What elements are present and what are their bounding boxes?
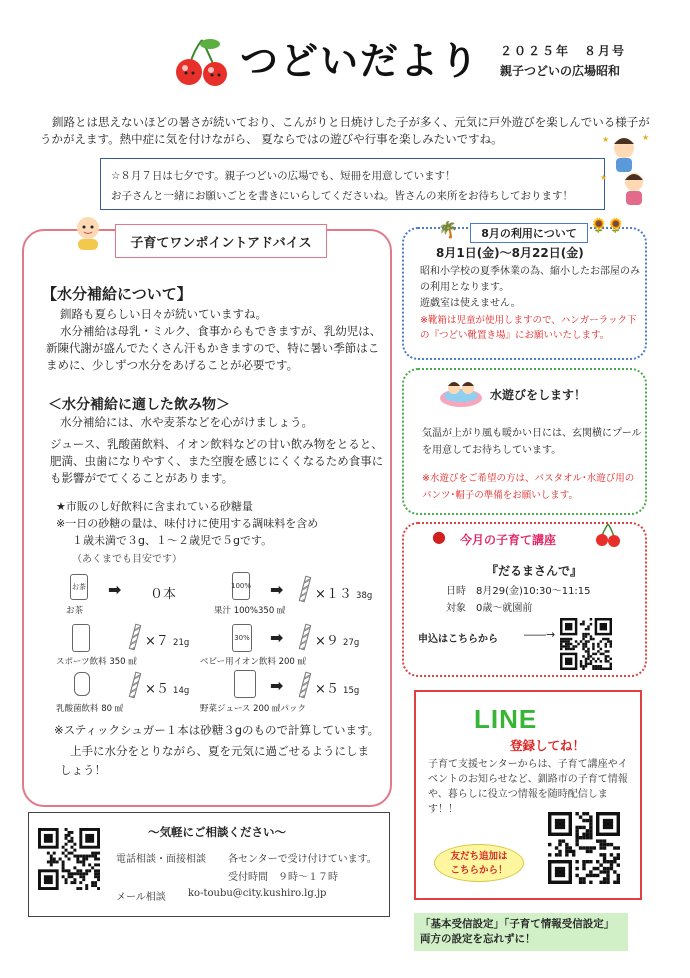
- juice-can-icon: [232, 572, 250, 600]
- drink-name: スポーツ飲料 350 ㎖: [56, 657, 137, 667]
- drink-amount: [145, 630, 189, 649]
- consultation-title: ～気軽にご相談ください～: [148, 825, 286, 839]
- water-play-note: ※水遊びをご希望の方は、バスタオル･水遊び用のパンツ･帽子の準備をお願いします。: [422, 473, 635, 501]
- tanabata-notice: [100, 158, 608, 210]
- cherry-logo-icon: [172, 36, 232, 88]
- qr-code-icon[interactable]: [560, 618, 612, 670]
- svg-text:★: ★: [642, 133, 650, 142]
- svg-text:★: ★: [602, 135, 610, 144]
- can-label: お茶: [72, 583, 86, 591]
- amount-value: ×７: [145, 634, 169, 649]
- stick-sugar-note: ※スティックシュガー１本は砂糖３gのもので計算しています。: [54, 723, 380, 737]
- water-paragraph-1: 釧路も夏らしい日々が続いていますね。: [60, 307, 267, 321]
- sunflower-icon: 🌻🌻: [590, 218, 625, 234]
- drink-name: 果汁 100%350 ㎖: [214, 606, 286, 616]
- sugar-grams: 38g: [356, 591, 373, 601]
- advice-closing: 上手に水分をとりながら、夏を元気に過ごせるようにしましょう！: [60, 744, 369, 777]
- setting-line-1: 「基本受信設定」「子育て情報受信設定」: [420, 918, 615, 930]
- tea-can-icon: [70, 574, 88, 600]
- drink-amount: ０本: [150, 587, 177, 602]
- drink-name: お茶: [66, 606, 84, 616]
- lecture-apply-label: 申込はこちらから: [418, 634, 498, 645]
- sugar-grams: 15g: [343, 686, 360, 696]
- sugar-grams: 27g: [343, 638, 360, 648]
- mail-consult-label: メール相談: [116, 892, 166, 903]
- amount-value: ×９: [315, 634, 339, 649]
- organization-name: 親子つどいの広場昭和: [500, 64, 621, 78]
- can-label: 30%: [234, 634, 250, 642]
- advice-title: 子育てワンポイントアドバイス: [115, 224, 327, 258]
- line-logo: LINE: [474, 704, 538, 734]
- sugar-note-2: １歳未満で３g、１～２歳児で５gです。: [72, 534, 273, 547]
- usage-note: ※靴箱は児童が使用しますので、ハンガーラック下の『つどい靴置き場』にお願いいたします。: [420, 315, 637, 341]
- setting-line-2: 両方の設定を忘れずに！: [420, 933, 536, 945]
- water-heading: 【水分補給について】: [42, 285, 192, 303]
- sugar-note-3: （あくまでも目安です）: [72, 554, 182, 565]
- phone-consult-text: 各センターで受け付けています。: [228, 854, 377, 865]
- usage-body: [420, 264, 640, 312]
- qr-code-icon[interactable]: [548, 812, 620, 884]
- daruma-icon: ●: [432, 527, 446, 546]
- pool-icon: [438, 376, 484, 408]
- intro-paragraph: 釧路とは思えないほどの暑さが続いており、こんがりと日焼けした子が多く、元気に戸外遊びを楽しんでいる様子がうかがえます。熱中症に気を付けながら、 夏ならではの遊びや行事を楽しみたいですね。: [40, 115, 650, 146]
- palm-tree-icon: 🌴: [438, 220, 458, 239]
- sugar-grams: 21g: [173, 638, 190, 648]
- usage-body-1: 昭和小学校の夏季休業の為、縮小したお部屋のみの利用となります。: [420, 266, 640, 293]
- drink-amount: [145, 678, 189, 697]
- lecture-target: 対象 0歳～就園前: [446, 603, 533, 614]
- tanabata-line-2: お子さんと一緒にお願いごとを書きにいらしてくださいね。皆さんの来所をお待ちしております！: [111, 190, 573, 202]
- yogurt-drink-icon: [74, 672, 90, 696]
- setting-reminder: [414, 913, 628, 951]
- drinks-heading: ＜水分補給に適した飲み物＞: [48, 397, 230, 413]
- lecture-title: 今月の子育て講座: [460, 533, 557, 547]
- sugar-note-1: ※一日の砂糖の量は、味付けに使用する調味料を含め: [56, 517, 319, 530]
- arrow-icon: ➡: [270, 580, 284, 599]
- drink-amount: [315, 678, 359, 697]
- newsletter-title: つどいだより: [240, 39, 481, 83]
- sports-drink-icon: [72, 624, 90, 652]
- drink-name: 乳酸菌飲料 80 ㎖: [56, 704, 124, 714]
- arrow-icon: ➡: [270, 628, 284, 647]
- amount-value: ×５: [315, 682, 339, 697]
- vegetable-juice-icon: [234, 670, 256, 698]
- drink-amount: [315, 630, 359, 649]
- line-body: 子育て支援センターからは、子育て講座やイベントのお知らせなど、釧路市の子育て情報や、暮らしに役立つ情報を随時配信します！！: [428, 759, 628, 815]
- arrow-icon: ➡: [270, 676, 284, 695]
- phone-consult-label: 電話相談・面接相談: [116, 854, 206, 865]
- baby-icon: [68, 212, 108, 252]
- arrow-icon: ➡: [108, 580, 122, 599]
- friend-line-2: こちらから！: [450, 865, 508, 876]
- drinks-paragraph-1: 水分補給には、水や麦茶などを心がけましょう。: [60, 415, 313, 429]
- lecture-name: 『だるまさんで』: [486, 564, 583, 578]
- issue-date: ２０２５年 ８月号: [500, 44, 627, 58]
- consult-hours: 受付時間 ９時～１７時: [228, 872, 338, 883]
- drink-name: 野菜ジュース 200 ㎖パック: [200, 704, 307, 714]
- mail-address[interactable]: ko-toubu@city.kushiro.lg.jp: [188, 888, 327, 899]
- can-label: 100%: [231, 582, 252, 590]
- line-register-label: 登録してね！: [510, 738, 586, 753]
- water-paragraph-2: 水分補給は母乳・ミルク、食事からもできますが、乳幼児は、新陳代謝が盛んでたくさん汗もかきますので、特に暑い季節はこまめに、少しずつ水分をあげることが必要です。: [46, 324, 382, 372]
- amount-value: ×１３: [315, 587, 352, 602]
- tanabata-line-1: ☆８月７日は七夕です。親子つどいの広場でも、短冊を用意しています！: [111, 170, 456, 182]
- usage-period: 8月1日(金)～8月22日(金): [436, 246, 584, 260]
- friend-line-1: 友だち追加は: [450, 851, 508, 862]
- sugar-grams: 14g: [173, 686, 190, 696]
- add-friend-bubble: [434, 844, 524, 882]
- svg-text:★: ★: [600, 173, 608, 182]
- usage-title: 8月の利用について: [470, 223, 588, 243]
- qr-code-icon[interactable]: [38, 828, 100, 890]
- drink-amount: [315, 583, 372, 602]
- drinks-paragraph-2: ジュース、乳酸菌飲料、イオン飲料などの甘い飲み物をとると、肥満、虫歯になりやすく、また空腹を感じにくくなるため食事にも影響がでてくることがあります。: [50, 437, 384, 485]
- water-play-body: 気温が上がり風も暖かい日には、玄関横にプールを用意してお待ちしています。: [422, 428, 642, 456]
- arrow-icon: ――→: [524, 628, 556, 641]
- ion-drink-icon: [232, 624, 252, 652]
- usage-body-2: 遊戯室は使えません。: [420, 298, 521, 309]
- drink-name: ベビー用イオン飲料 200 ㎖: [200, 657, 307, 667]
- water-play-title: 水遊びをします！: [490, 388, 587, 402]
- amount-value: ×５: [145, 682, 169, 697]
- cherry-icon: [594, 522, 622, 548]
- lecture-date: 日時 8月29(金)10:30～11:15: [446, 586, 591, 597]
- sugar-heading: ★市販のし好飲料に含まれている砂糖量: [56, 500, 253, 513]
- tanabata-children-illustration: [594, 130, 654, 210]
